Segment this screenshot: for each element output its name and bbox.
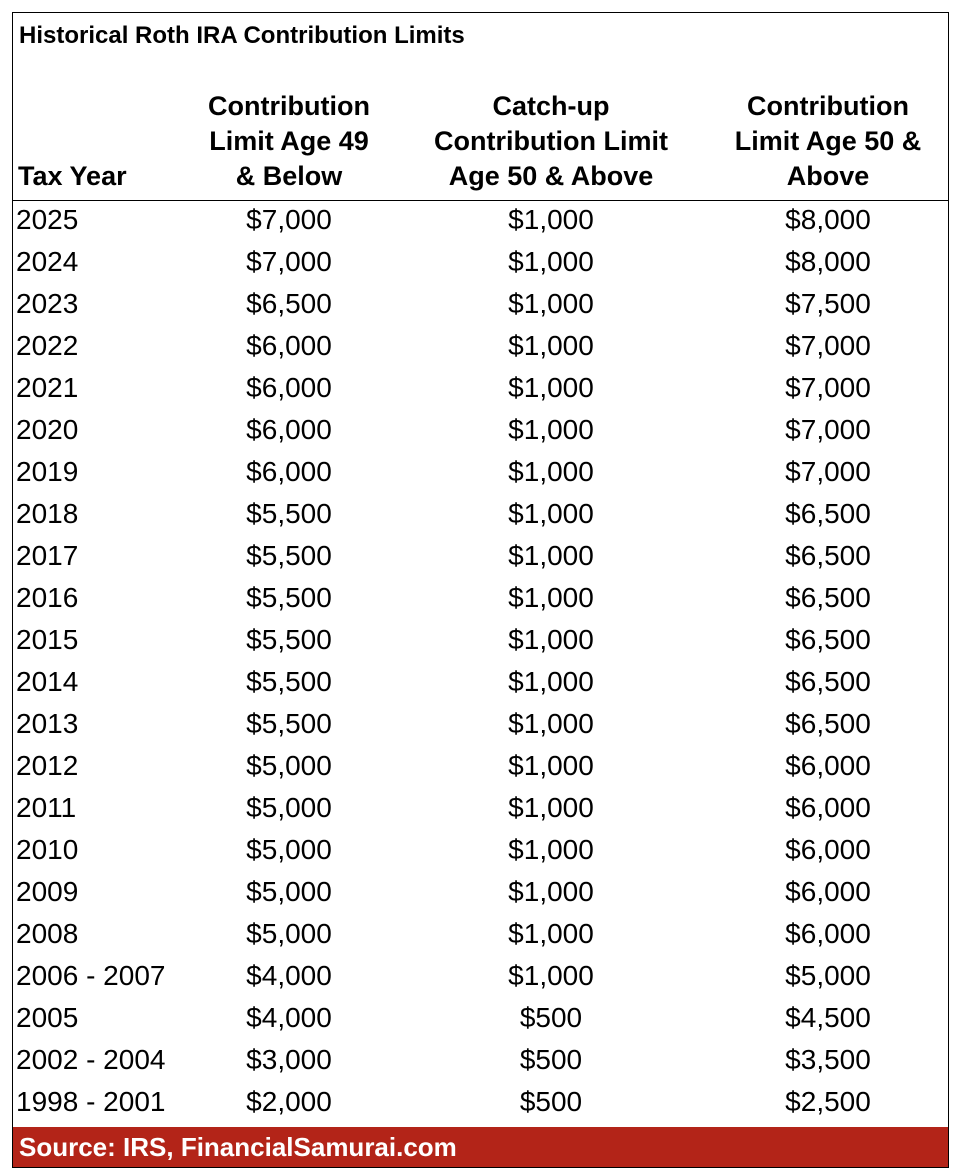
cell-tax-year: 2013 — [16, 708, 79, 739]
cell-limit-49-below: $5,000 — [246, 834, 332, 865]
cell-limit-49-below: $4,000 — [246, 1002, 332, 1033]
cell-limit-49-below: $2,000 — [246, 1086, 332, 1117]
table-row — [13, 283, 948, 325]
cell-limit-49-below: $5,000 — [246, 918, 332, 949]
cell-tax-year: 1998 - 2001 — [16, 1086, 166, 1117]
header-line: Contribution — [208, 91, 370, 121]
table-row — [13, 199, 948, 241]
cell-limit-49-below: $6,000 — [246, 456, 332, 487]
table-row — [13, 577, 948, 619]
table-row — [13, 787, 948, 829]
cell-tax-year: 2017 — [16, 540, 79, 571]
cell-limit-50-above: $7,000 — [785, 330, 871, 361]
cell-limit-50-above: $6,500 — [785, 708, 871, 739]
cell-limit-49-below: $5,500 — [246, 624, 332, 655]
header-catch-up — [411, 89, 691, 194]
table-row — [13, 913, 948, 955]
cell-limit-50-above: $6,000 — [785, 918, 871, 949]
cell-tax-year: 2021 — [16, 372, 79, 403]
cell-limit-50-above: $6,500 — [785, 582, 871, 613]
cell-limit-49-below: $7,000 — [246, 204, 332, 235]
cell-limit-49-below: $5,000 — [246, 876, 332, 907]
table-row — [13, 745, 948, 787]
cell-catch-up: $1,000 — [508, 960, 594, 991]
cell-tax-year: 2019 — [16, 456, 79, 487]
cell-catch-up: $1,000 — [508, 792, 594, 823]
cell-tax-year: 2012 — [16, 750, 79, 781]
cell-catch-up: $1,000 — [508, 624, 594, 655]
table-row — [13, 1039, 948, 1081]
cell-limit-49-below: $5,500 — [246, 708, 332, 739]
header-tax-year: Tax Year — [18, 161, 127, 191]
header-line: Above — [786, 161, 870, 191]
table-row — [13, 367, 948, 409]
header-limit-49-below — [187, 89, 391, 194]
header-line: & Below — [235, 161, 343, 191]
cell-catch-up: $1,000 — [508, 708, 594, 739]
source-footer: Source: IRS, FinancialSamurai.com — [13, 1127, 948, 1167]
cell-catch-up: $1,000 — [508, 876, 594, 907]
cell-limit-50-above: $5,000 — [785, 960, 871, 991]
cell-limit-50-above: $6,500 — [785, 624, 871, 655]
cell-catch-up: $500 — [519, 1044, 583, 1075]
table-row — [13, 997, 948, 1039]
cell-limit-50-above: $3,500 — [785, 1044, 871, 1075]
cell-tax-year: 2023 — [16, 288, 79, 319]
cell-catch-up: $1,000 — [508, 540, 594, 571]
cell-limit-50-above: $8,000 — [785, 204, 871, 235]
table-row — [13, 409, 948, 451]
cell-tax-year: 2010 — [16, 834, 79, 865]
cell-limit-49-below: $5,000 — [246, 750, 332, 781]
cell-limit-50-above: $6,000 — [785, 750, 871, 781]
cell-tax-year: 2025 — [16, 204, 79, 235]
cell-tax-year: 2016 — [16, 582, 79, 613]
cell-catch-up: $1,000 — [508, 414, 594, 445]
cell-limit-50-above: $6,000 — [785, 876, 871, 907]
cell-limit-50-above: $7,500 — [785, 288, 871, 319]
cell-limit-49-below: $4,000 — [246, 960, 332, 991]
cell-limit-50-above: $6,000 — [785, 834, 871, 865]
cell-limit-50-above: $7,000 — [785, 456, 871, 487]
table-row — [13, 535, 948, 577]
cell-catch-up: $1,000 — [508, 288, 594, 319]
header-limit-50-above — [717, 89, 939, 194]
cell-catch-up: $500 — [519, 1086, 583, 1117]
cell-catch-up: $1,000 — [508, 330, 594, 361]
cell-tax-year: 2015 — [16, 624, 79, 655]
header-line: Age 50 & Above — [448, 161, 654, 191]
table-row — [13, 829, 948, 871]
table-title: Historical Roth IRA Contribution Limits — [19, 22, 465, 49]
cell-limit-50-above: $6,500 — [785, 666, 871, 697]
cell-limit-50-above: $7,000 — [785, 372, 871, 403]
cell-tax-year: 2002 - 2004 — [16, 1044, 166, 1075]
cell-catch-up: $1,000 — [508, 666, 594, 697]
cell-limit-49-below: $5,500 — [246, 582, 332, 613]
table-row — [13, 493, 948, 535]
cell-limit-50-above: $2,500 — [785, 1086, 871, 1117]
cell-limit-50-above: $8,000 — [785, 246, 871, 277]
cell-catch-up: $1,000 — [508, 456, 594, 487]
cell-limit-49-below: $3,000 — [246, 1044, 332, 1075]
header-line: Limit Age 50 & — [734, 126, 922, 156]
cell-tax-year: 2014 — [16, 666, 79, 697]
cell-limit-49-below: $5,500 — [246, 498, 332, 529]
cell-limit-49-below: $6,000 — [246, 414, 332, 445]
cell-catch-up: $1,000 — [508, 372, 594, 403]
cell-limit-49-below: $5,500 — [246, 666, 332, 697]
table-row — [13, 325, 948, 367]
cell-limit-49-below: $6,000 — [246, 372, 332, 403]
table-header — [13, 85, 948, 201]
cell-tax-year: 2018 — [16, 498, 79, 529]
cell-tax-year: 2008 — [16, 918, 79, 949]
cell-catch-up: $1,000 — [508, 750, 594, 781]
cell-catch-up: $1,000 — [508, 918, 594, 949]
table-row — [13, 241, 948, 283]
cell-limit-50-above: $6,000 — [785, 792, 871, 823]
cell-catch-up: $1,000 — [508, 246, 594, 277]
cell-tax-year: 2009 — [16, 876, 79, 907]
cell-limit-50-above: $6,500 — [785, 540, 871, 571]
cell-limit-50-above: $4,500 — [785, 1002, 871, 1033]
contribution-limits-table — [12, 12, 949, 1168]
cell-tax-year: 2011 — [16, 792, 77, 823]
cell-catch-up: $1,000 — [508, 498, 594, 529]
cell-limit-49-below: $7,000 — [246, 246, 332, 277]
cell-tax-year: 2006 - 2007 — [16, 960, 166, 991]
cell-tax-year: 2020 — [16, 414, 79, 445]
header-line: Contribution Limit — [434, 126, 668, 156]
table-row — [13, 703, 948, 745]
table-row — [13, 1081, 948, 1123]
cell-limit-49-below: $6,000 — [246, 330, 332, 361]
cell-limit-49-below: $5,500 — [246, 540, 332, 571]
cell-limit-49-below: $5,000 — [246, 792, 332, 823]
table-row — [13, 955, 948, 997]
table-body — [13, 199, 948, 1123]
table-row — [13, 871, 948, 913]
cell-catch-up: $500 — [519, 1002, 583, 1033]
table-row — [13, 661, 948, 703]
header-line: Catch-up — [492, 91, 610, 121]
cell-limit-50-above: $7,000 — [785, 414, 871, 445]
cell-tax-year: 2005 — [16, 1002, 79, 1033]
cell-catch-up: $1,000 — [508, 204, 594, 235]
header-line: Limit Age 49 — [209, 126, 369, 156]
cell-limit-49-below: $6,500 — [246, 288, 332, 319]
table-row — [13, 619, 948, 661]
cell-catch-up: $1,000 — [508, 582, 594, 613]
cell-tax-year: 2024 — [16, 246, 79, 277]
cell-catch-up: $1,000 — [508, 834, 594, 865]
header-line: Contribution — [747, 91, 909, 121]
table-row — [13, 451, 948, 493]
cell-limit-50-above: $6,500 — [785, 498, 871, 529]
cell-tax-year: 2022 — [16, 330, 79, 361]
